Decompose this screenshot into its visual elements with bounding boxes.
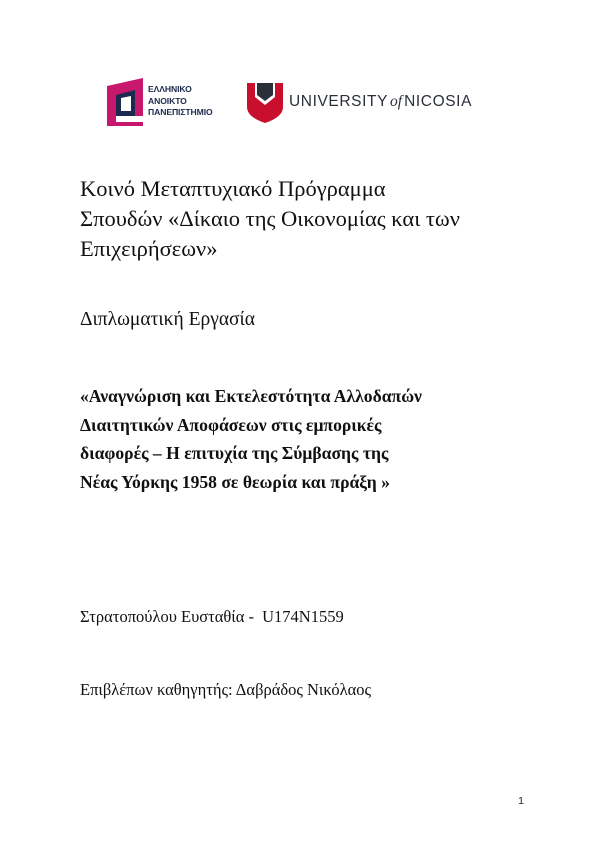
program-title — [80, 174, 540, 264]
eap-line-2: ΑΝΟΙΚΤΟ — [148, 95, 187, 106]
hellenic-open-university-logo — [107, 78, 237, 126]
university-of-nicosia-wordmark — [289, 93, 472, 111]
program-title-line-3: Επιχειρήσεων» — [80, 236, 218, 261]
thesis-title-line-2: Διαιτητικών Αποφάσεων στις εμπορικές — [80, 414, 382, 435]
student-id: U174N1559 — [262, 607, 344, 626]
author-line — [80, 606, 540, 628]
unic-word-nicosia: NICOSIA — [404, 93, 473, 110]
university-of-nicosia-logo — [247, 83, 507, 123]
thesis-type: Διπλωματική Εργασία — [80, 309, 256, 330]
university-of-nicosia-shield-icon — [247, 83, 283, 123]
thesis-title-line-3: διαφορές – Η επιτυχία της Σύμβασης της — [80, 443, 389, 463]
unic-word-of: of — [390, 93, 403, 110]
thesis-title-line-4: Νέας Υόρκης 1958 σε θεωρία και πράξη » — [80, 471, 390, 492]
unic-word-university: UNIVERSITY — [289, 93, 389, 110]
thesis-title-line-1: «Αναγνώριση και Εκτελεστότητα Αλλοδαπών — [80, 386, 422, 406]
program-title-line-2: Σπουδών «Δίκαιο της Οικονομίας και των — [80, 206, 460, 231]
eap-line-3: ΠΑΝΕΠΙΣΤΗΜΙΟ — [148, 107, 213, 117]
program-title-line-1: Κοινό Μεταπτυχιακό Πρόγραμμα — [80, 176, 386, 201]
thesis-title — [80, 382, 540, 496]
hellenic-open-university-wordmark — [148, 84, 213, 119]
page-number: 1 — [518, 795, 524, 807]
hellenic-open-university-emblem-icon — [107, 78, 143, 126]
eap-line-1: ΕΛΛΗΝΙΚΟ — [148, 84, 192, 94]
author-name: Στρατοπούλου Ευσταθία - — [80, 607, 255, 626]
supervisor-line: Επιβλέπων καθηγητής: Δαβράδος Νικόλαος — [80, 680, 372, 699]
